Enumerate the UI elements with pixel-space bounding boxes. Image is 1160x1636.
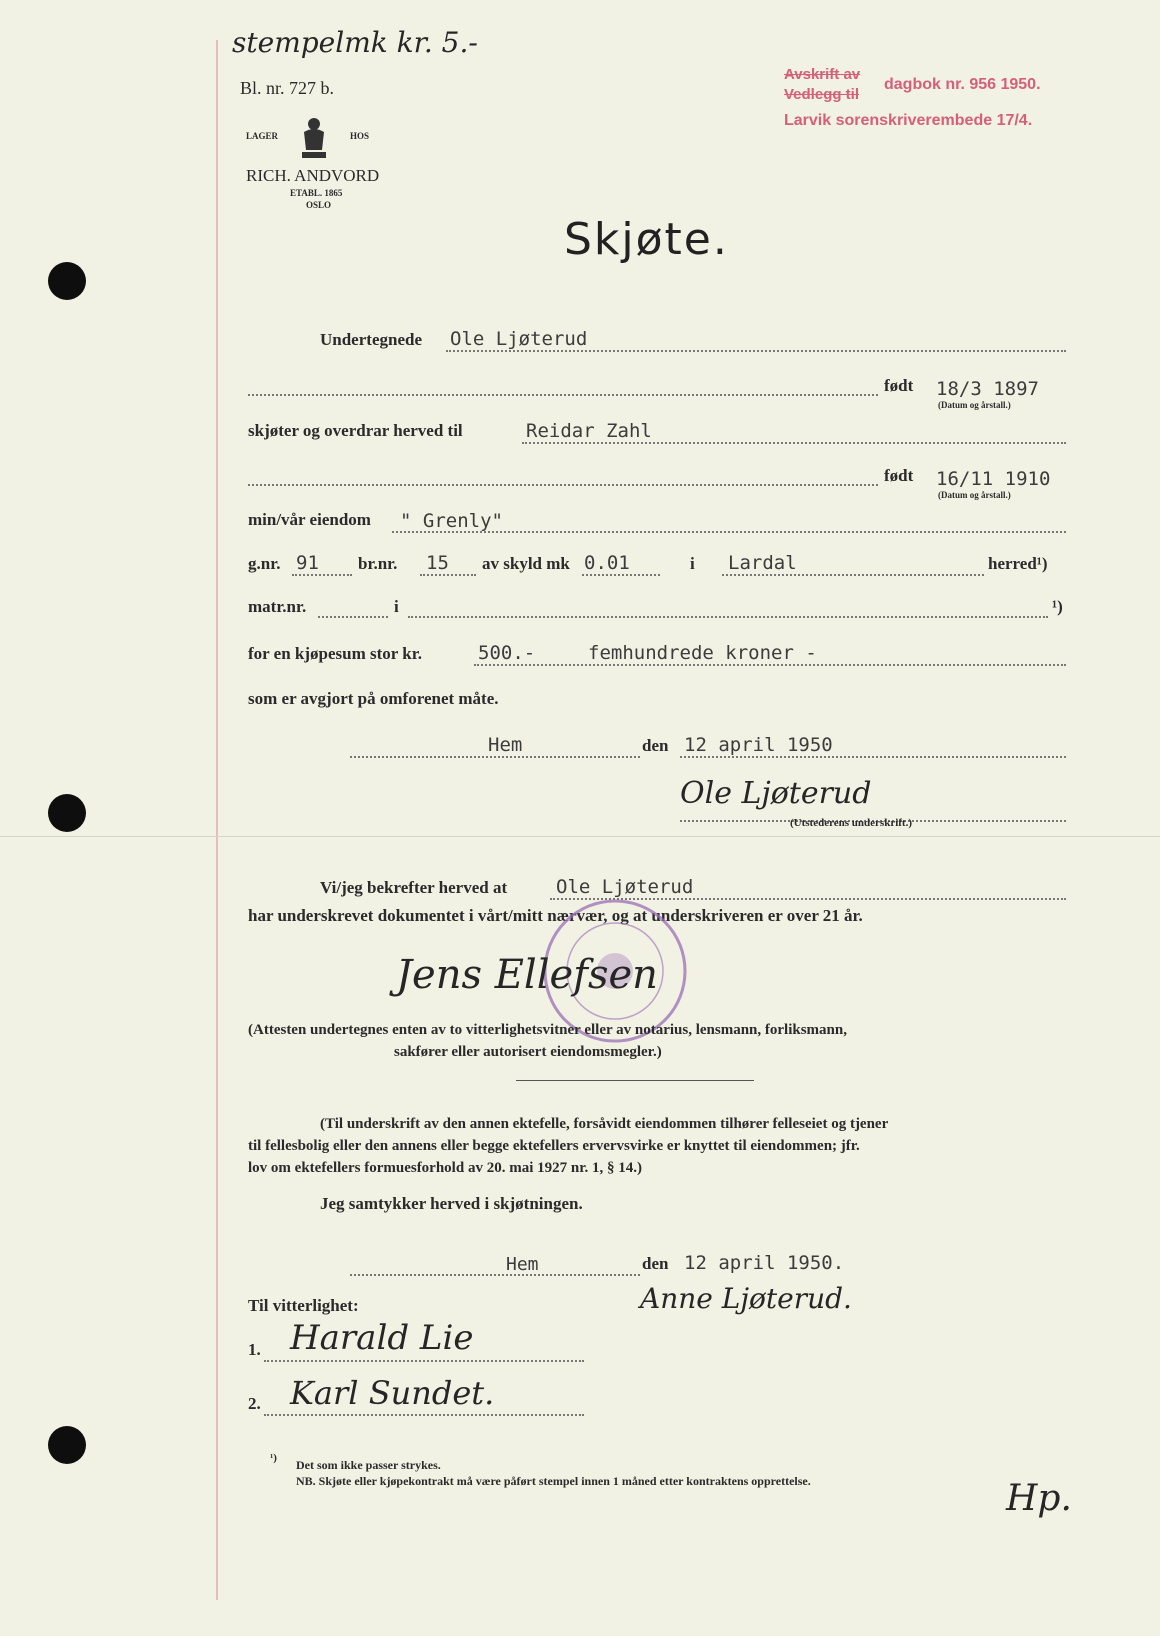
date-label: den: [642, 736, 669, 755]
matr-in-label: i: [394, 597, 399, 616]
dotted-line: [420, 574, 476, 576]
dotted-line: [582, 574, 660, 576]
seller-label: Undertegnede: [320, 330, 422, 349]
attest-note-1: (Attesten undertegnes enten av to vitterlighetsvitner eller av notarius, lensmann, forliksmann,: [248, 1022, 847, 1038]
registry-stamp-journal: dagbok nr. 956 1950.: [884, 76, 1041, 93]
publisher-city: OSLO: [306, 200, 332, 210]
dotted-line: [392, 531, 1066, 533]
transfer-label: skjøter og overdrar herved til: [248, 421, 463, 440]
dotted-line: [522, 442, 1066, 444]
spouse-place: Hem: [506, 1254, 539, 1275]
dotted-line: [446, 350, 1066, 352]
skyld-value: 0.01: [584, 552, 630, 574]
buyer-birth-date: 16/11 1910: [936, 468, 1051, 490]
price-in-words: femhundrede kroner -: [588, 642, 817, 664]
signing-place: Hem: [488, 734, 523, 756]
date-hint: (Datum og årstall.): [938, 400, 1011, 410]
punch-hole: [48, 794, 86, 832]
registry-stamp-struck-b: Vedlegg til: [784, 86, 860, 103]
witnesses-label: Til vitterlighet:: [248, 1296, 359, 1315]
dotted-line: [474, 664, 1066, 666]
dotted-line: [248, 484, 878, 486]
registry-stamp-office: Larvik sorenskriverembede 17/4.: [784, 112, 1033, 129]
publisher-established: ETABL. 1865: [290, 188, 343, 198]
date-label: den: [642, 1254, 669, 1273]
margin-line: [216, 40, 218, 1600]
buyer-name: Reidar Zahl: [526, 420, 652, 442]
witness-number-1: 1.: [248, 1340, 261, 1359]
born-label: født: [884, 466, 914, 485]
settled-text: som er avgjort på omforenet måte.: [248, 689, 499, 708]
seller-signature: Ole Ljøterud: [680, 776, 872, 811]
witness-signature: Jens Ellefsen: [396, 952, 658, 998]
gnr-label: g.nr.: [248, 554, 281, 573]
herred-name: Lardal: [728, 552, 797, 574]
dotted-line: [248, 394, 878, 396]
witness-1-signature: Harald Lie: [290, 1318, 474, 1358]
dotted-line: [292, 574, 352, 576]
attest-text: har underskrevet dokumentet i vårt/mitt nærvær, og at underskriveren er over 21 år.: [248, 906, 863, 925]
publisher-hos: HOS: [350, 131, 370, 141]
attest-name: Ole Ljøterud: [556, 876, 694, 898]
footnote-mark: ¹): [1052, 597, 1063, 616]
in-label: i: [690, 554, 695, 573]
publisher-name: RICH. ANDVORD: [246, 166, 380, 185]
seller-birth-date: 18/3 1897: [936, 378, 1039, 400]
spouse-date: 12 april 1950.: [684, 1252, 845, 1274]
skyld-label: av skyld mk: [482, 554, 570, 573]
attest-note-2: sakfører eller autorisert eiendomsmegler.): [394, 1044, 662, 1060]
publisher-lager: LAGER: [246, 131, 279, 141]
publisher-logo-icon: [296, 114, 332, 167]
punch-hole: [48, 262, 86, 300]
witness-2-signature: Karl Sundet.: [290, 1374, 495, 1412]
property-label: min/vår eiendom: [248, 510, 371, 529]
spouse-signature: Anne Ljøterud.: [640, 1282, 852, 1315]
footer-line-1: Det som ikke passer strykes.: [296, 1458, 441, 1472]
divider: [516, 1080, 754, 1081]
spouse-consent: Jeg samtykker herved i skjøtningen.: [320, 1194, 583, 1213]
price-amount: 500.-: [478, 642, 536, 664]
fold-line: [0, 836, 1160, 837]
brnr-label: br.nr.: [358, 554, 398, 573]
signature-label: (Utstederens underskrift.): [790, 817, 913, 829]
stamp-duty-note: stempelmk kr. 5.-: [232, 26, 478, 59]
registry-stamp-struck-a: Avskrift av: [784, 66, 861, 83]
form-number: Bl. nr. 727 b.: [240, 78, 335, 98]
matr-label: matr.nr.: [248, 597, 307, 616]
brnr-value: 15: [426, 552, 449, 574]
punch-hole: [48, 1426, 86, 1464]
dotted-line: [722, 574, 984, 576]
seller-name: Ole Ljøterud: [450, 328, 588, 350]
document-title: Skjøte.: [564, 214, 729, 265]
spouse-note-2: til fellesbolig eller den annens eller begge ektefellers ervervsvirke er knyttet til eiendommen; jfr.: [248, 1138, 860, 1154]
born-label: født: [884, 376, 914, 395]
dotted-line: [264, 1360, 584, 1362]
footer-line-2: NB. Skjøte eller kjøpekontrakt må være påført stempel innen 1 måned etter kontraktens opprettelse.: [296, 1474, 811, 1488]
dotted-line: [264, 1414, 584, 1416]
gnr-value: 91: [296, 552, 319, 574]
witness-number-2: 2.: [248, 1394, 261, 1413]
dotted-line: [350, 756, 640, 758]
date-hint: (Datum og årstall.): [938, 490, 1011, 500]
herred-label: herred¹): [988, 554, 1048, 573]
footer-mark: ¹): [270, 1452, 277, 1464]
attest-label: Vi/jeg bekrefter herved at: [320, 878, 508, 897]
price-label: for en kjøpesum stor kr.: [248, 644, 422, 663]
dotted-line: [680, 756, 1066, 758]
signing-date: 12 april 1950: [684, 734, 833, 756]
initials: Hp.: [1006, 1478, 1072, 1519]
dotted-line: [408, 616, 1048, 618]
spouse-note-1: (Til underskrift av den annen ektefelle, forsåvidt eiendommen tilhører felleseiet og tjener: [320, 1116, 889, 1132]
spouse-note-3: lov om ektefellers formuesforhold av 20. mai 1927 nr. 1, § 14.): [248, 1160, 642, 1176]
dotted-line: [350, 1274, 640, 1276]
dotted-line: [318, 616, 388, 618]
property-name: " Grenly": [400, 510, 503, 532]
